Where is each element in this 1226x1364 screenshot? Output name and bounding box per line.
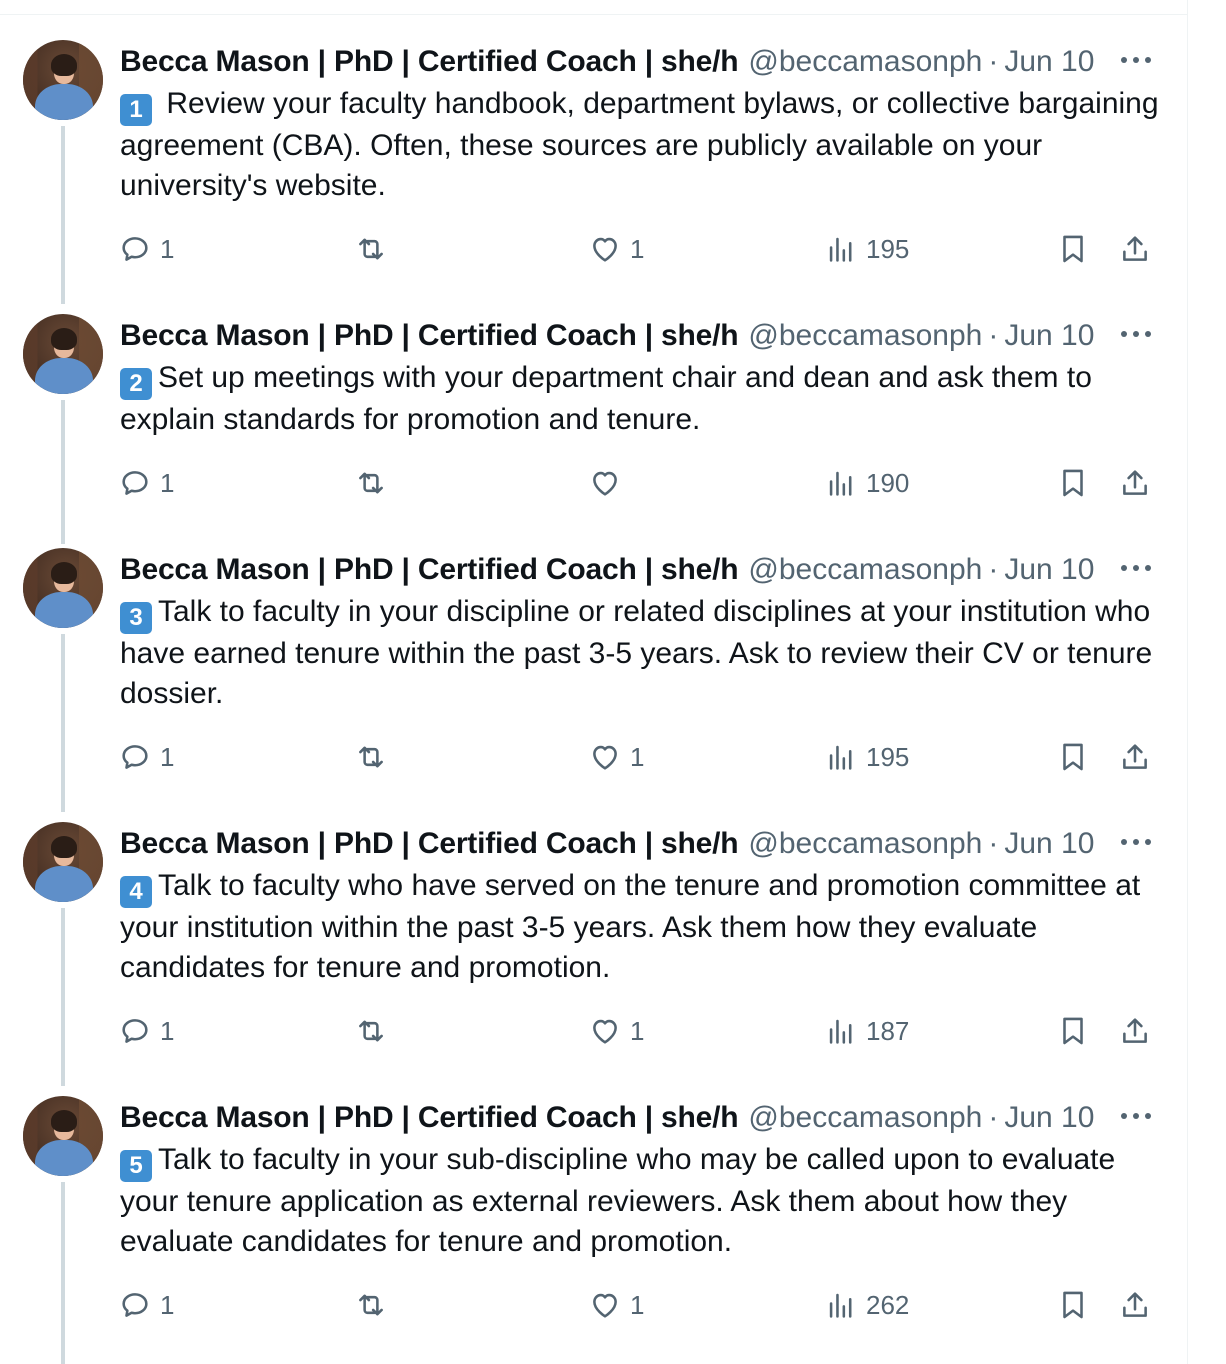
- author-handle[interactable]: @beccamasonph: [748, 45, 983, 78]
- retweet-button[interactable]: [354, 1285, 396, 1325]
- bookmark-icon: [1056, 1288, 1090, 1322]
- tweet-header: [120, 824, 1160, 864]
- author-name[interactable]: Becca Mason | PhD | Certified Coach | she/h: [120, 319, 739, 352]
- views-button[interactable]: [824, 737, 909, 777]
- share-button[interactable]: [1118, 229, 1152, 269]
- tweet-body: Talk to faculty who have served on the tenure and promotion committee at your institution within the past 3-5 years. Ask them how they evaluate candidates for tenure and promotion.: [120, 869, 1141, 984]
- heart-icon: [588, 1288, 622, 1322]
- like-button[interactable]: [588, 229, 644, 269]
- tweet-actions: [118, 463, 1163, 503]
- heart-icon: [588, 232, 622, 266]
- separator: ·: [988, 319, 999, 352]
- reply-icon: [118, 232, 152, 266]
- number-badge: 1: [120, 94, 152, 126]
- tweet-text: [120, 84, 1165, 206]
- thread-connector: [61, 634, 65, 812]
- number-badge: 5: [120, 1150, 152, 1182]
- retweet-button[interactable]: [354, 229, 396, 269]
- views-button[interactable]: [824, 463, 909, 503]
- tweet-actions: [118, 229, 1163, 269]
- share-icon: [1118, 740, 1152, 774]
- share-button[interactable]: [1118, 1011, 1152, 1051]
- like-count: 1: [630, 741, 645, 772]
- tweet-header: [120, 42, 1160, 82]
- share-icon: [1118, 1288, 1152, 1322]
- tweet-actions: [118, 1011, 1163, 1051]
- avatar[interactable]: [23, 314, 103, 394]
- share-icon: [1118, 232, 1152, 266]
- like-count: 1: [630, 233, 645, 264]
- tweet-text: [120, 1140, 1165, 1262]
- separator: ·: [988, 45, 999, 78]
- more-icon[interactable]: [1112, 548, 1160, 588]
- number-badge: 3: [120, 602, 152, 634]
- reply-button[interactable]: [118, 1011, 174, 1051]
- tweet-text: [120, 866, 1165, 988]
- views-count: 195: [866, 741, 910, 772]
- author-handle[interactable]: @beccamasonph: [748, 827, 983, 860]
- tweet-actions: [118, 1285, 1163, 1325]
- heart-icon: [588, 466, 622, 500]
- tweet-body: Talk to faculty in your discipline or related disciplines at your institution who have earned tenure within the past 3-5 years. Ask to review their CV or tenure dossier.: [120, 595, 1153, 710]
- author-handle[interactable]: @beccamasonph: [748, 1101, 983, 1134]
- views-button[interactable]: [824, 229, 909, 269]
- heart-icon: [588, 740, 622, 774]
- tweet-date[interactable]: Jun 10: [1004, 553, 1095, 586]
- bookmark-button[interactable]: [1056, 737, 1090, 777]
- retweet-icon: [354, 466, 388, 500]
- reply-icon: [118, 466, 152, 500]
- bookmark-button[interactable]: [1056, 1285, 1090, 1325]
- reply-count: 1: [160, 741, 175, 772]
- like-button[interactable]: [588, 1285, 644, 1325]
- share-button[interactable]: [1118, 463, 1152, 503]
- thread-connector: [61, 1182, 65, 1364]
- tweet-header: [120, 316, 1160, 356]
- author-handle[interactable]: @beccamasonph: [748, 319, 983, 352]
- tweet-date[interactable]: Jun 10: [1004, 1101, 1095, 1134]
- avatar[interactable]: [23, 1096, 103, 1176]
- reply-icon: [118, 740, 152, 774]
- views-count: 262: [866, 1289, 910, 1320]
- more-icon[interactable]: [1112, 40, 1160, 80]
- share-button[interactable]: [1118, 737, 1152, 777]
- views-icon: [824, 1288, 858, 1322]
- retweet-button[interactable]: [354, 1011, 396, 1051]
- avatar[interactable]: [23, 548, 103, 628]
- avatar[interactable]: [23, 40, 103, 120]
- bookmark-button[interactable]: [1056, 463, 1090, 503]
- tweet-body: Set up meetings with your department chair and dean and ask them to explain standards for promotion and tenure.: [120, 361, 1092, 436]
- separator: ·: [988, 827, 999, 860]
- tweet-text: [120, 592, 1165, 714]
- views-icon: [824, 1014, 858, 1048]
- reply-count: 1: [160, 467, 175, 498]
- retweet-button[interactable]: [354, 463, 396, 503]
- reply-icon: [118, 1014, 152, 1048]
- views-count: 190: [866, 467, 910, 498]
- author-name[interactable]: Becca Mason | PhD | Certified Coach | she/h: [120, 1101, 739, 1134]
- author-name[interactable]: Becca Mason | PhD | Certified Coach | she/h: [120, 827, 739, 860]
- like-count: 1: [630, 1289, 645, 1320]
- thread-connector: [61, 126, 65, 304]
- views-button[interactable]: [824, 1011, 909, 1051]
- tweet-text: [120, 358, 1165, 440]
- retweet-icon: [354, 1014, 388, 1048]
- tweet-body: Review your faculty handbook, department bylaws, or collective bargaining agreement (CBA). Often, these sources are publicly available on your university's website.: [120, 87, 1159, 202]
- bookmark-button[interactable]: [1056, 229, 1090, 269]
- views-count: 187: [866, 1015, 910, 1046]
- retweet-icon: [354, 740, 388, 774]
- more-icon[interactable]: [1112, 1096, 1160, 1136]
- tweet-date[interactable]: Jun 10: [1004, 319, 1095, 352]
- bookmark-icon: [1056, 1014, 1090, 1048]
- tweet-header: [120, 1098, 1160, 1138]
- like-button[interactable]: [588, 463, 630, 503]
- retweet-icon: [354, 232, 388, 266]
- avatar[interactable]: [23, 822, 103, 902]
- more-icon[interactable]: [1112, 822, 1160, 862]
- thread-connector: [61, 400, 65, 544]
- tweet-body: Talk to faculty in your sub-discipline who may be called upon to evaluate your tenure application as external reviewers. Ask them about how they evaluate candidates for tenure and promotion.: [120, 1143, 1116, 1258]
- views-icon: [824, 466, 858, 500]
- bookmark-icon: [1056, 232, 1090, 266]
- views-icon: [824, 232, 858, 266]
- share-icon: [1118, 1014, 1152, 1048]
- top-divider: [0, 14, 1188, 15]
- tweet-header: [120, 550, 1160, 590]
- tweet-actions: [118, 737, 1163, 777]
- views-button[interactable]: [824, 1285, 909, 1325]
- thread-connector: [61, 908, 65, 1086]
- separator: ·: [988, 1101, 999, 1134]
- reply-button[interactable]: [118, 463, 174, 503]
- author-name[interactable]: Becca Mason | PhD | Certified Coach | she/h: [120, 553, 739, 586]
- tweet-date[interactable]: Jun 10: [1004, 45, 1095, 78]
- bookmark-icon: [1056, 466, 1090, 500]
- more-icon[interactable]: [1112, 314, 1160, 354]
- bookmark-icon: [1056, 740, 1090, 774]
- retweet-icon: [354, 1288, 388, 1322]
- views-icon: [824, 740, 858, 774]
- reply-count: 1: [160, 1015, 175, 1046]
- share-icon: [1118, 466, 1152, 500]
- like-button[interactable]: [588, 1011, 644, 1051]
- number-badge: 4: [120, 876, 152, 908]
- like-count: 1: [630, 1015, 645, 1046]
- reply-button[interactable]: [118, 737, 174, 777]
- heart-icon: [588, 1014, 622, 1048]
- views-count: 195: [866, 233, 910, 264]
- author-handle[interactable]: @beccamasonph: [748, 553, 983, 586]
- tweet-date[interactable]: Jun 10: [1004, 827, 1095, 860]
- reply-button[interactable]: [118, 1285, 174, 1325]
- reply-count: 1: [160, 233, 175, 264]
- author-name[interactable]: Becca Mason | PhD | Certified Coach | she/h: [120, 45, 739, 78]
- share-button[interactable]: [1118, 1285, 1152, 1325]
- like-button[interactable]: [588, 737, 644, 777]
- bookmark-button[interactable]: [1056, 1011, 1090, 1051]
- retweet-button[interactable]: [354, 737, 396, 777]
- reply-count: 1: [160, 1289, 175, 1320]
- number-badge: 2: [120, 368, 152, 400]
- separator: ·: [988, 553, 999, 586]
- reply-button[interactable]: [118, 229, 174, 269]
- right-divider: [1187, 0, 1188, 1364]
- reply-icon: [118, 1288, 152, 1322]
